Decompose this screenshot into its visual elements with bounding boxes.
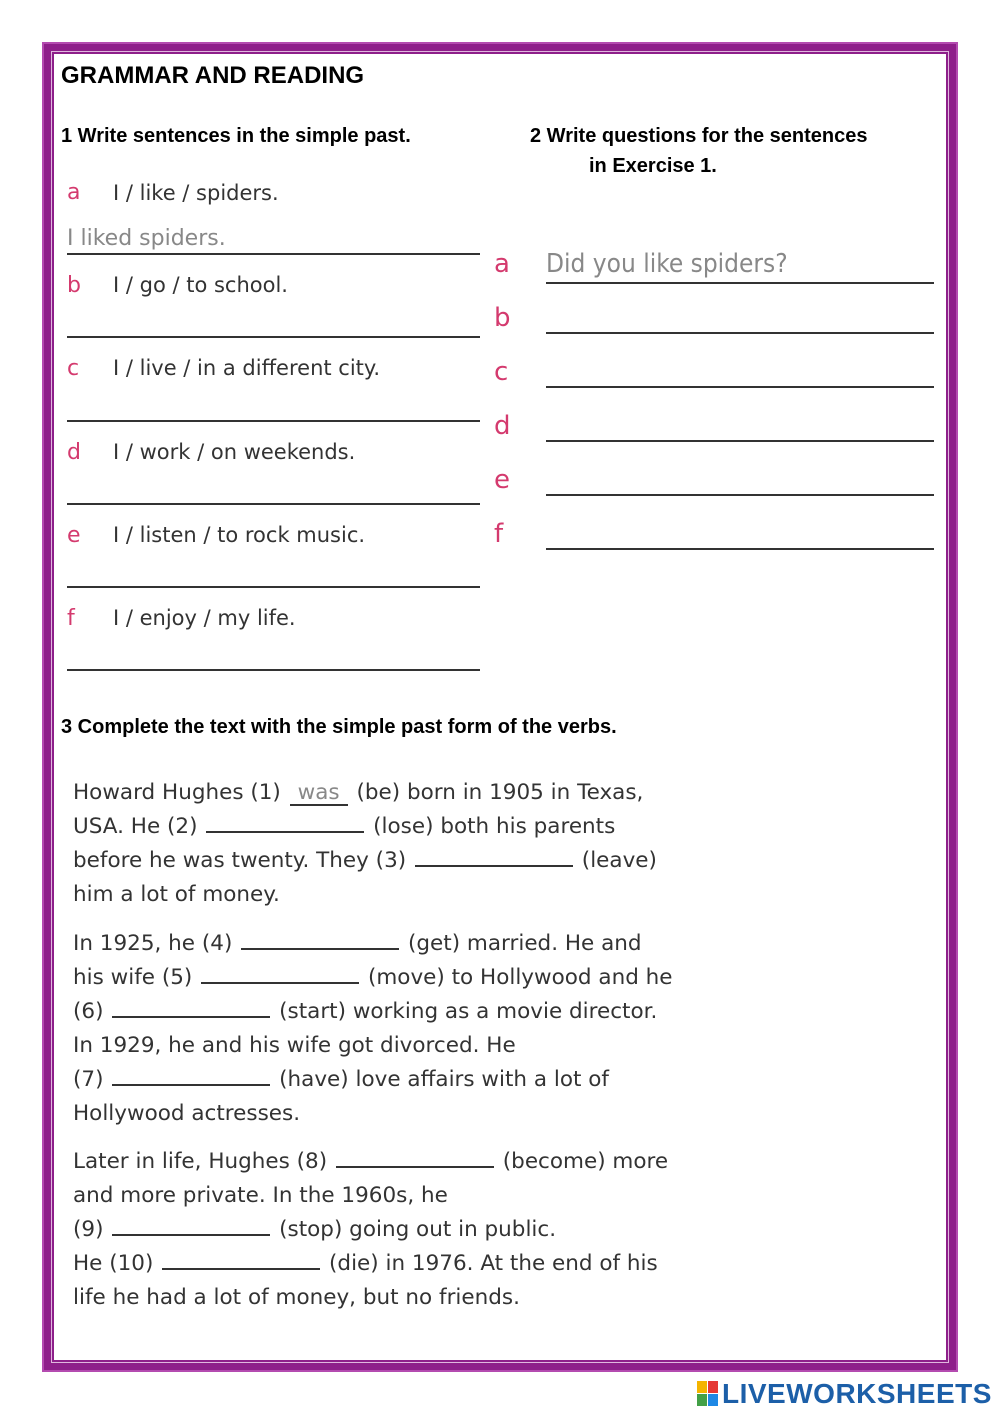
ex1-item-prompt: I / enjoy / my life.	[113, 606, 296, 630]
text-segment: his wife (5)	[73, 965, 200, 990]
ex2-item-letter: f	[494, 519, 504, 549]
exercise3-heading: 3 Complete the text with the simple past form of the verbs.	[61, 716, 617, 738]
text-paragraph-3	[73, 1145, 713, 1315]
ex2-item-letter: b	[494, 303, 511, 333]
ex2-answer-line[interactable]	[546, 332, 934, 334]
ex1-item-letter: e	[67, 523, 81, 548]
ex1-item-letter: b	[67, 273, 81, 298]
text-segment: (stop) going out in public.	[272, 1217, 557, 1242]
liveworksheets-logo	[697, 1378, 992, 1410]
ex2-item-letter: d	[494, 411, 511, 441]
ex1-item-prompt: I / go / to school.	[113, 273, 288, 297]
ex1-item-letter: a	[67, 180, 81, 205]
exercise2-heading-line1: 2 Write questions for the sentences	[530, 125, 868, 147]
gap-8[interactable]	[336, 1146, 494, 1168]
text-segment: (die) in 1976. At the end of his	[322, 1251, 658, 1276]
logo-text: LIVEWORKSHEETS	[722, 1378, 992, 1409]
gap-2[interactable]	[206, 811, 364, 833]
ex1-answer-line[interactable]	[67, 336, 480, 338]
ex2-item-letter: c	[494, 357, 509, 387]
ex2-item-letter: a	[494, 249, 510, 279]
text-segment: (9)	[73, 1217, 111, 1242]
ex1-item-prompt: I / like / spiders.	[113, 181, 279, 205]
text-segment: life he had a lot of money, but no friends.	[73, 1285, 520, 1310]
text-segment: before he was twenty. They (3)	[73, 848, 413, 873]
text-segment: him a lot of money.	[73, 882, 280, 907]
text-segment: USA. He (2)	[73, 814, 205, 839]
text-segment: Later in life, Hughes (8)	[73, 1149, 334, 1174]
gap-3[interactable]	[415, 845, 573, 867]
gap-10[interactable]	[162, 1248, 320, 1270]
logo-icon	[697, 1381, 719, 1407]
text-segment: (7)	[73, 1067, 111, 1092]
text-paragraph-1	[73, 776, 713, 912]
text-segment: and more private. In the 1960s, he	[73, 1183, 448, 1208]
ex1-item-prompt: I / work / on weekends.	[113, 440, 356, 464]
text-segment: (be) born in 1905 in Texas,	[349, 780, 644, 805]
exercise1-heading: 1 Write sentences in the simple past.	[61, 125, 411, 147]
text-segment: (move) to Hollywood and he	[361, 965, 673, 990]
exercise2-heading-line2: in Exercise 1.	[589, 155, 717, 177]
ex1-item-letter: d	[67, 440, 81, 465]
ex1-item-prompt: I / listen / to rock music.	[113, 523, 366, 547]
ex1-example-answer: I liked spiders.	[67, 226, 226, 251]
ex1-answer-line[interactable]	[67, 420, 480, 422]
ex2-example-answer: Did you like spiders?	[546, 249, 788, 279]
gap-1[interactable]: was	[290, 782, 348, 806]
gap-9[interactable]	[112, 1214, 270, 1236]
text-segment: (lose) both his parents	[366, 814, 616, 839]
text-segment: (become) more	[495, 1149, 669, 1174]
ex1-answer-line[interactable]	[67, 503, 480, 505]
ex1-item-prompt: I / live / in a different city.	[113, 356, 381, 380]
text-segment: In 1925, he (4)	[73, 931, 240, 956]
text-segment: (have) love affairs with a lot of	[272, 1067, 609, 1092]
ex1-item-letter: c	[67, 356, 80, 381]
ex1-item-letter: f	[67, 606, 75, 631]
page-title: GRAMMAR AND READING	[61, 62, 365, 89]
text-segment: In 1929, he and his wife got divorced. He	[73, 1033, 516, 1058]
text-paragraph-2	[73, 927, 713, 1131]
ex2-answer-line[interactable]	[546, 282, 934, 284]
ex2-answer-line[interactable]	[546, 440, 934, 442]
ex2-answer-line[interactable]	[546, 386, 934, 388]
gap-5[interactable]	[201, 962, 359, 984]
gap-4[interactable]	[241, 928, 399, 950]
text-segment: (get) married. He and	[401, 931, 642, 956]
text-segment: (leave)	[574, 848, 657, 873]
gap-7[interactable]	[112, 1064, 270, 1086]
gap-6[interactable]	[112, 996, 270, 1018]
ex1-answer-line[interactable]	[67, 586, 480, 588]
text-segment: Howard Hughes (1)	[73, 780, 288, 805]
ex2-item-letter: e	[494, 465, 510, 495]
text-segment: (start) working as a movie director.	[272, 999, 658, 1024]
ex2-answer-line[interactable]	[546, 548, 934, 550]
ex1-answer-line[interactable]	[67, 669, 480, 671]
ex1-answer-line[interactable]	[67, 253, 480, 255]
text-segment: (6)	[73, 999, 111, 1024]
text-segment: He (10)	[73, 1251, 161, 1276]
text-segment: Hollywood actresses.	[73, 1101, 301, 1126]
ex2-answer-line[interactable]	[546, 494, 934, 496]
